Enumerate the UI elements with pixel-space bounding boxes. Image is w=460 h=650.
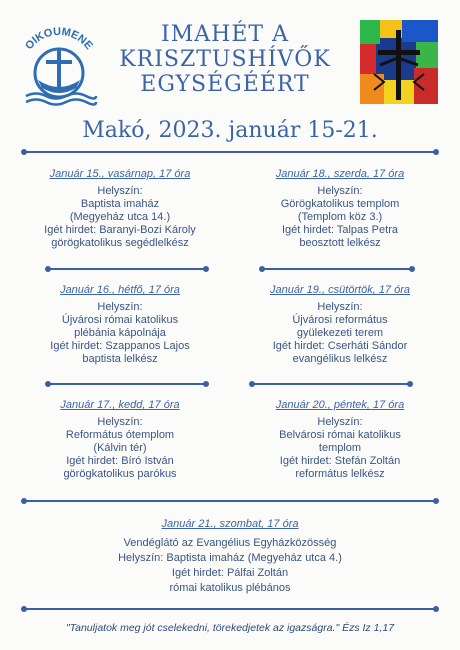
event-line: Vendéglátó az Evangélius Egyházközösség [123, 537, 337, 549]
event-heading: Január 15., vasárnap, 17 óra [49, 168, 191, 180]
event-line: Helyszín: [97, 416, 143, 428]
date-subtitle: Makó, 2023. január 15-21. [82, 118, 378, 143]
event-block [20, 284, 220, 366]
event-line: Görögkatolikus templom [280, 198, 400, 210]
event-block [20, 399, 220, 481]
event-line: Helyszín: Baptista imaház (Megyeház utca 4.) [118, 552, 342, 564]
page-title [110, 22, 340, 97]
event-heading: Január 19., csütörtök, 17 óra [269, 284, 411, 296]
event-line: Helyszín: [97, 185, 143, 197]
event-block [20, 168, 220, 250]
event-line: templom [318, 442, 362, 454]
event-line: Igét hirdet: Pálfai Zoltán [171, 567, 289, 579]
event-block [240, 399, 440, 481]
event-line: Újvárosi római katolikus [61, 314, 179, 326]
event-line: Református ótemplom [65, 429, 175, 441]
event-line: református lelkész [295, 468, 385, 480]
event-line: gyülekezeti terem [296, 327, 384, 339]
event-line: görögkatolikus parókus [63, 468, 177, 480]
event-line: Helyszín: [317, 416, 363, 428]
event-line: Újvárosi református [292, 314, 388, 326]
event-line: Helyszín: [317, 185, 363, 197]
event-line: Igét hirdet: Baranyi-Bozi Károly [44, 224, 196, 236]
event-line: (Kálvin tér) [93, 442, 147, 454]
title-line-2: KRISZTUSHÍVŐK [119, 47, 331, 72]
event-heading: Január 17., kedd, 17 óra [60, 399, 180, 411]
divider-right-1 [262, 268, 412, 270]
event-block [240, 168, 440, 250]
divider-wide-1 [24, 500, 436, 502]
event-line: Baptista imaház [80, 198, 160, 210]
divider-left-1 [48, 268, 206, 270]
event-heading: Január 16., hétfő, 17 óra [60, 284, 180, 296]
event-line: (Megyeház utca 14.) [69, 211, 171, 223]
event-line: Igét hirdet: Bíró István [66, 455, 174, 467]
event-line: baptista lelkész [82, 353, 158, 365]
event-heading: Január 18., szerda, 17 óra [275, 168, 405, 180]
final-event-block [40, 517, 420, 596]
logo-text: OIKOUMENE [23, 25, 95, 53]
oikoumene-emblem-icon [16, 18, 102, 108]
divider-top [24, 151, 436, 153]
event-line: Igét hirdet: Szappanos Lajos [50, 340, 190, 352]
event-line: (Templom köz 3.) [297, 211, 383, 223]
divider-left-2 [48, 383, 206, 385]
divider-right-2 [252, 383, 410, 385]
event-line: Igét hirdet: Stefán Zoltán [279, 455, 401, 467]
event-line: Belvárosi római katolikus [279, 429, 401, 441]
divider-bottom [24, 608, 436, 610]
event-block [240, 284, 440, 366]
event-line: plébánia kápolnája [74, 327, 166, 339]
event-line: görögkatolikus segédlelkész [51, 237, 189, 249]
event-line: római katolikus plébános [169, 582, 291, 594]
stained-glass-image [360, 20, 438, 104]
title-line-1: IMAHÉT A [161, 22, 289, 47]
event-line: Igét hirdet: Cserháti Sándor [272, 340, 408, 352]
bible-quote: "Tanuljatok meg jót cselekedni, törekedjetek az igazságra." Ézs Iz 1,17 [65, 622, 395, 634]
title-line-3: EGYSÉGÉÉRT [140, 72, 310, 97]
oikoumene-logo [16, 18, 102, 108]
event-line: Helyszín: [97, 301, 143, 313]
event-heading: Január 21., szombat, 17 óra [161, 518, 299, 530]
event-line: Helyszín: [317, 301, 363, 313]
event-line: evangélikus lelkész [292, 353, 388, 365]
event-line: beosztott lelkész [299, 237, 381, 249]
event-line: Igét hirdet: Talpas Petra [282, 224, 398, 236]
event-heading: Január 20., péntek, 17 óra [275, 399, 405, 411]
